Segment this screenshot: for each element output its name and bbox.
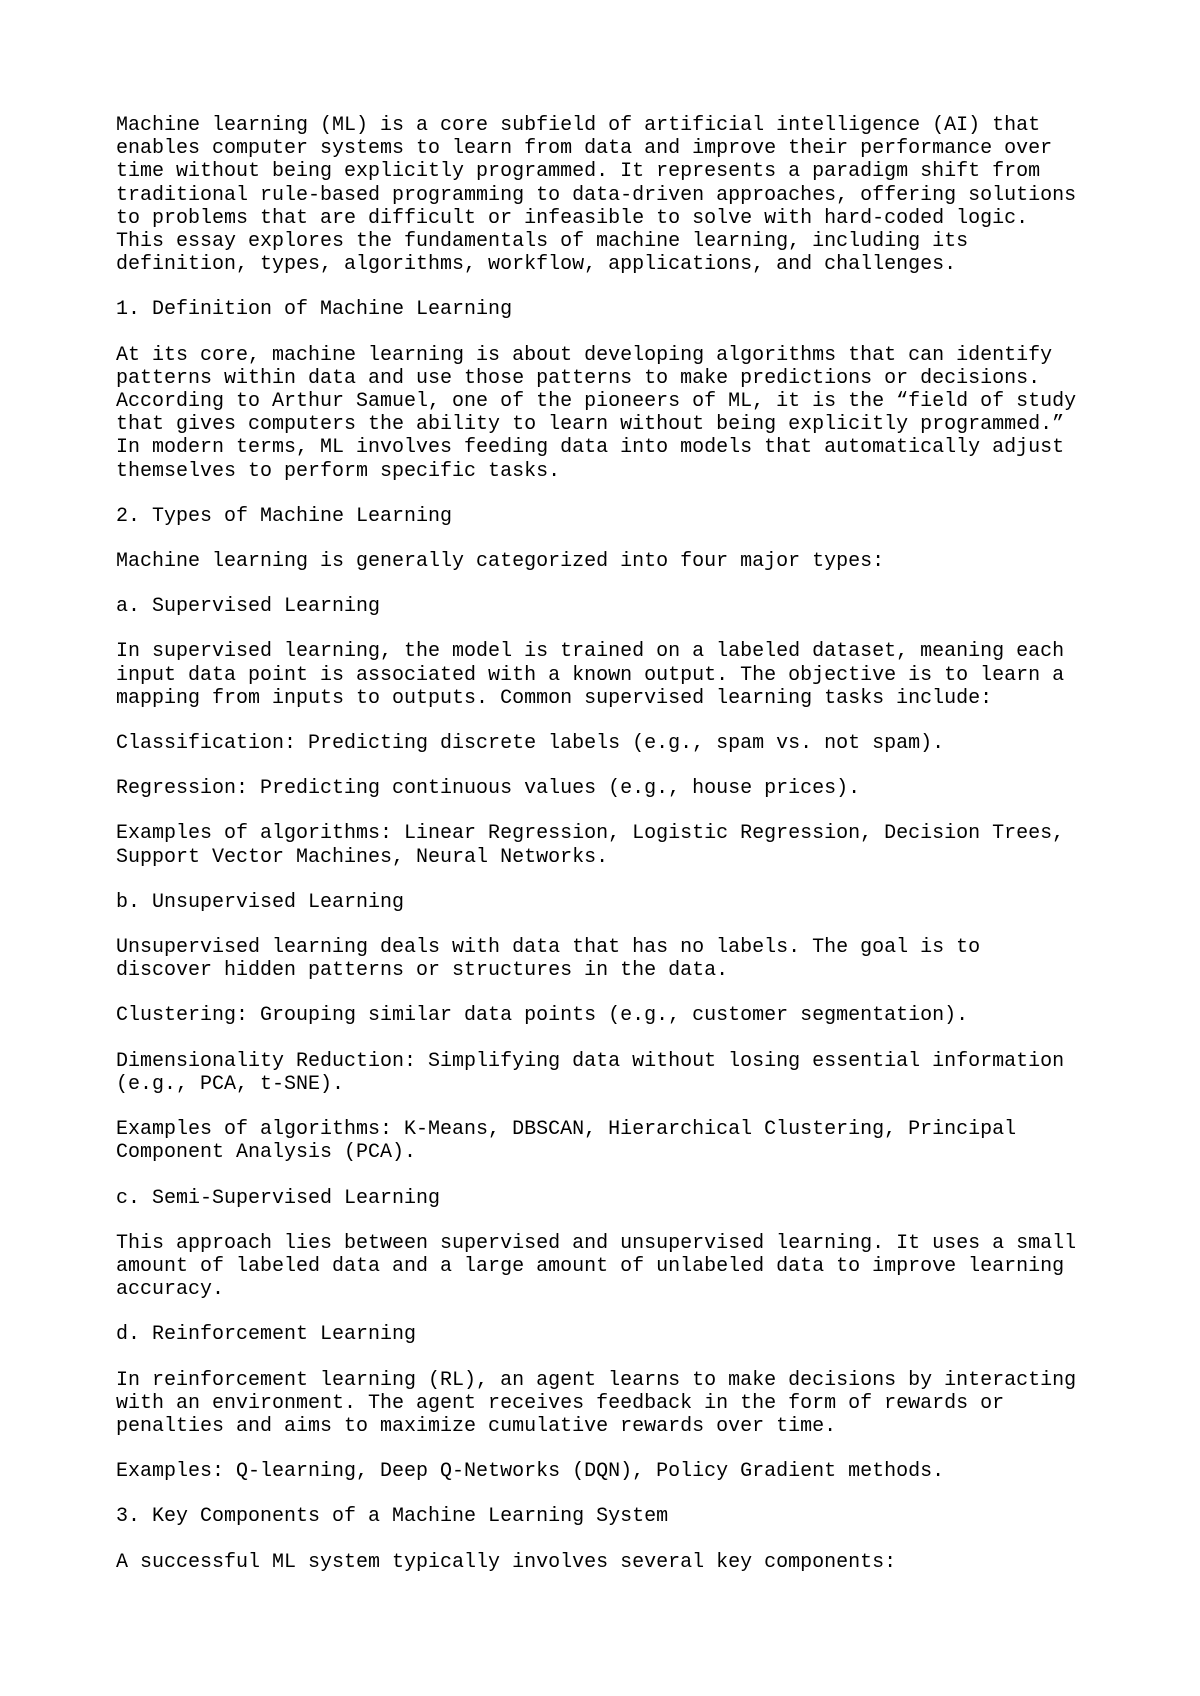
reinforcement-examples-paragraph: Examples: Q-learning, Deep Q-Networks (DQN), Policy Gradient methods. <box>116 1460 945 1484</box>
subheading-supervised: a. Supervised Learning <box>116 595 381 619</box>
types-intro-paragraph: Machine learning is generally categorized into four major types: <box>116 550 885 574</box>
unsupervised-examples-paragraph: Examples of algorithms: K-Means, DBSCAN, Hierarchical Clustering, Principal Component Analysis (PCA). <box>116 1118 1017 1165</box>
clustering-paragraph: Clustering: Grouping similar data points (e.g., customer segmentation). <box>116 1004 969 1028</box>
subheading-unsupervised: b. Unsupervised Learning <box>116 890 405 914</box>
subheading-semi-supervised: c. Semi-Supervised Learning <box>116 1186 441 1210</box>
subheading-reinforcement: d. Reinforcement Learning <box>116 1323 417 1347</box>
document-page <box>116 114 1116 1596</box>
section-heading-types: 2. Types of Machine Learning <box>116 504 453 528</box>
section-heading-components: 3. Key Components of a Machine Learning System <box>116 1505 669 1529</box>
supervised-examples-paragraph: Examples of algorithms: Linear Regression, Logistic Regression, Decision Trees, Support Vector Machines, Neural Networks. <box>116 822 1065 869</box>
supervised-paragraph: In supervised learning, the model is trained on a labeled dataset, meaning each input data point is associated with a known output. The objective is to learn a mapping from inputs to outputs. Common supervised learning tasks include: <box>116 640 1065 710</box>
reinforcement-paragraph: In reinforcement learning (RL), an agent learns to make decisions by interacting with an environment. The agent receives feedback in the form of rewards or penalties and aims to maximize cumulative rewards over time. <box>116 1368 1077 1438</box>
definition-paragraph: At its core, machine learning is about developing algorithms that can identify patterns within data and use those patterns to make predictions or decisions. According to Arthur Samuel, one of the pioneers of ML, it is the “field of study that gives computers the ability to learn without being explicitly programmed.” In modern terms, ML involves feeding data into models that automatically adjust themselves to perform specific tasks. <box>116 343 1077 483</box>
section-heading-definition: 1. Definition of Machine Learning <box>116 298 513 322</box>
components-intro-paragraph: A successful ML system typically involves several key components: <box>116 1550 897 1574</box>
unsupervised-paragraph: Unsupervised learning deals with data that has no labels. The goal is to discover hidden patterns or structures in the data. <box>116 936 981 983</box>
semi-supervised-paragraph: This approach lies between supervised and unsupervised learning. It uses a small amount of labeled data and a large amount of unlabeled data to improve learning accuracy. <box>116 1231 1077 1302</box>
classification-paragraph: Classification: Predicting discrete labels (e.g., spam vs. not spam). <box>116 732 945 756</box>
intro-paragraph: Machine learning (ML) is a core subfield of artificial intelligence (AI) that enables computer systems to learn from data and improve their performance over time without being explicitly programmed. It represents a paradigm shift from traditional rule-based programming to data-driven approaches, offering solutions to problems that are difficult or infeasible to solve with hard-coded logic. This essay explores the fundamentals of machine learning, including its definition, types, algorithms, workflow, applications, and challenges. <box>116 114 1077 277</box>
regression-paragraph: Regression: Predicting continuous values (e.g., house prices). <box>116 777 861 801</box>
dimensionality-paragraph: Dimensionality Reduction: Simplifying data without losing essential information (e.g., PCA, t-SNE). <box>116 1049 1065 1096</box>
